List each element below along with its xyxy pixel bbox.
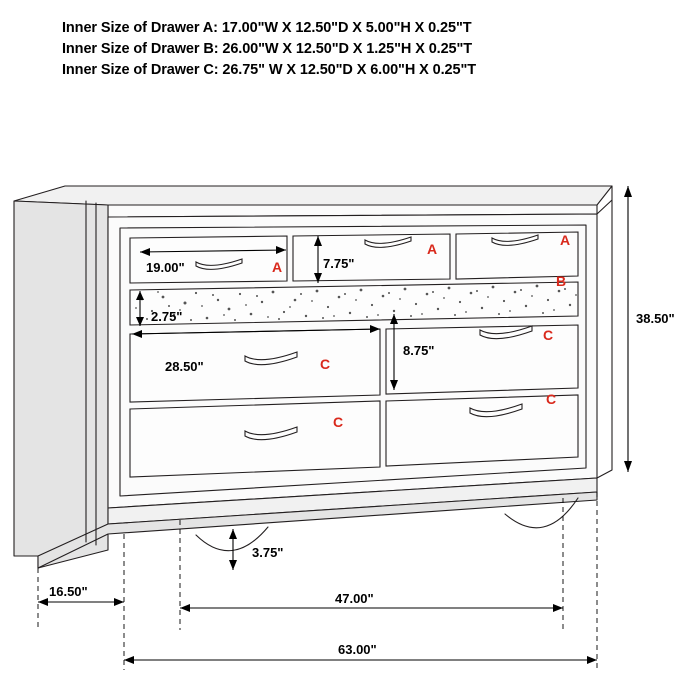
label-4700: 47.00" — [335, 591, 374, 606]
spec-line-drawer-a: Inner Size of Drawer A: 17.00"W X 12.50"D X 5.00"H X 0.25"T — [62, 20, 472, 36]
label-2850: 28.50" — [165, 359, 204, 374]
spec-line-drawer-c: Inner Size of Drawer C: 26.75" W X 12.50"D X 6.00"H X 0.25"T — [62, 62, 476, 78]
label-3850: 38.50" — [636, 311, 675, 326]
spec-line-drawer-b: Inner Size of Drawer B: 26.00"W X 12.50"D X 1.25"H X 0.25"T — [62, 41, 473, 57]
letter-b-right: B — [556, 273, 567, 289]
letter-c-left-lower: C — [333, 414, 344, 430]
label-19: 19.00" — [146, 260, 185, 275]
letter-a-left: A — [272, 259, 283, 275]
letter-c-right-lower: C — [546, 391, 557, 407]
dimension-overall-height — [624, 186, 675, 472]
label-275: 2.75" — [151, 309, 183, 324]
label-1650: 16.50" — [49, 584, 88, 599]
dimension-depth — [38, 584, 124, 606]
letter-c-center-right: C — [543, 327, 554, 343]
label-375: 3.75" — [252, 545, 284, 560]
dimension-inner-width — [180, 591, 563, 612]
letter-c-left-upper: C — [320, 356, 331, 372]
dimension-overall-width — [124, 642, 597, 664]
label-775: 7.75" — [323, 256, 355, 271]
letter-a-middle: A — [427, 241, 438, 257]
label-6300: 63.00" — [338, 642, 377, 657]
letter-a-right: A — [560, 232, 571, 248]
label-875: 8.75" — [403, 343, 435, 358]
